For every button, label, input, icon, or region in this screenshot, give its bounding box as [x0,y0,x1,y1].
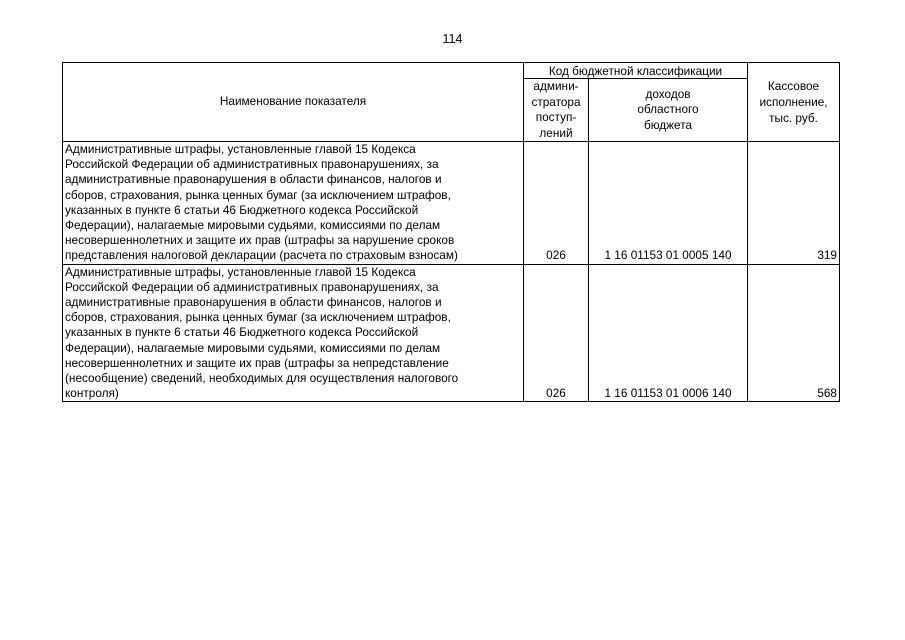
header-name: Наименование показателя [63,63,524,142]
header-income: доходов областного бюджета [589,79,748,142]
header-row-1 [63,63,840,79]
row-income-code: 1 16 01153 01 0005 140 [589,142,748,265]
table-row [63,264,840,402]
header-code-group: Код бюджетной классификации [524,63,748,79]
row-exec-value: 319 [748,142,840,265]
header-exec: Кассовое исполнение, тыс. руб. [748,63,840,142]
row-admin-code: 026 [524,142,589,265]
page-number: 114 [442,32,463,46]
row-name: Административные штрафы, установленные главой 15 Кодекса Российской Федерации об административных правонарушениях, за административные правонарушения в области финансов, налогов и сборов, страхования, рынка ценных бумаг (за исключением штрафов, указанных в пункте 6 статьи 46 Бюджетного кодекса Российской Федерации), налагаемые мировыми судьями, комиссиями по делам несовершеннолетних и защите их прав (штрафы за нарушение сроков представления налоговой декларации (расчета по страховым взносам) [63,142,524,265]
row-exec-value: 568 [748,264,840,402]
header-admin: админи- стратора поступ- лений [524,79,589,142]
row-admin-code: 026 [524,264,589,402]
budget-table [62,62,840,402]
row-name: Административные штрафы, установленные главой 15 Кодекса Российской Федерации об административных правонарушениях, за административные правонарушения в области финансов, налогов и сборов, страхования, рынка ценных бумаг (за исключением штрафов, указанных в пункте 6 статьи 46 Бюджетного кодекса Российской Федерации), налагаемые мировыми судьями, комиссиями по делам несовершеннолетних и защите их прав (штрафы за непредставление (несообщение) сведений, необходимых для осуществления налогового контроля) [63,264,524,402]
row-income-code: 1 16 01153 01 0006 140 [589,264,748,402]
table-row [63,142,840,265]
